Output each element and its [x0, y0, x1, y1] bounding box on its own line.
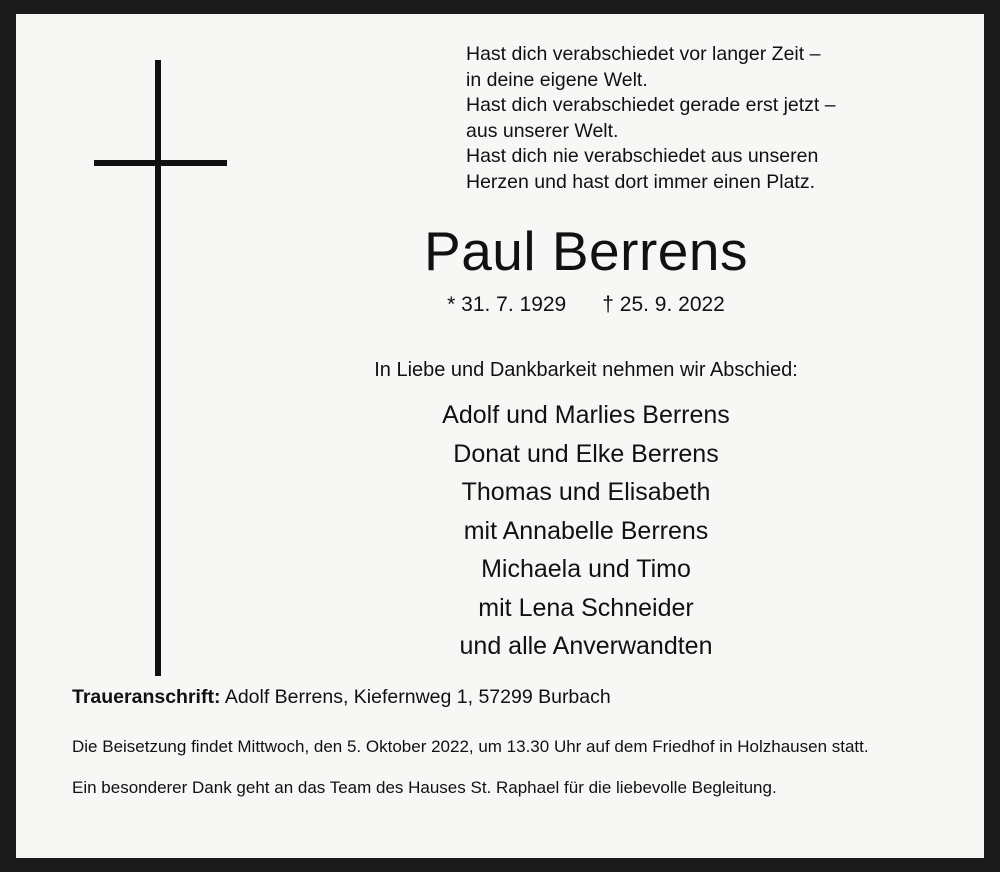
poem-block: [266, 42, 906, 195]
farewell-intro: In Liebe und Dankbarkeit nehmen wir Abschied:: [374, 359, 798, 381]
family-member: und alle Anverwandten: [459, 632, 713, 660]
mourning-address: [72, 686, 944, 709]
cross-vertical-bar: [155, 60, 161, 676]
mourning-address-label: Traueranschrift:: [72, 686, 221, 708]
life-dates: [266, 293, 906, 317]
poem-line: Herzen und hast dort immer einen Platz.: [466, 170, 816, 193]
family-member: Adolf und Marlies Berrens: [442, 401, 730, 429]
family-member: Thomas und Elisabeth: [461, 478, 711, 506]
funeral-note: Die Beisetzung findet Mittwoch, den 5. Oktober 2022, um 13.30 Uhr auf dem Friedhof in Holzhausen statt.: [72, 737, 869, 756]
mourning-address-value: Adolf Berrens, Kiefernweg 1, 57299 Burbach: [224, 686, 611, 708]
family-list: [266, 396, 906, 666]
family-member: mit Lena Schneider: [478, 593, 694, 622]
poem-line: Hast dich nie verabschiedet aus unseren: [466, 145, 819, 167]
poem-line: aus unserer Welt.: [466, 119, 619, 142]
obituary-footer: [72, 686, 944, 799]
poem-line: in deine eigene Welt.: [466, 68, 648, 91]
death-date: † 25. 9. 2022: [602, 293, 725, 316]
poem-line: Hast dich verabschiedet gerade erst jetzt –: [466, 94, 836, 116]
family-member: Michaela und Timo: [481, 555, 691, 583]
thanks-note: Ein besonderer Dank geht an das Team des Hauses St. Raphael für die liebevolle Begleitung.: [72, 778, 777, 797]
family-member: mit Annabelle Berrens: [463, 516, 709, 545]
family-member: Donat und Elke Berrens: [453, 439, 719, 468]
cross-icon: [76, 46, 256, 676]
deceased-name: Paul Berrens: [424, 220, 748, 282]
obituary-content: [266, 42, 906, 666]
birth-date: * 31. 7. 1929: [447, 293, 567, 316]
cross-horizontal-bar: [94, 160, 227, 166]
poem-line: Hast dich verabschiedet vor langer Zeit –: [466, 43, 821, 65]
obituary-card: [16, 14, 984, 858]
